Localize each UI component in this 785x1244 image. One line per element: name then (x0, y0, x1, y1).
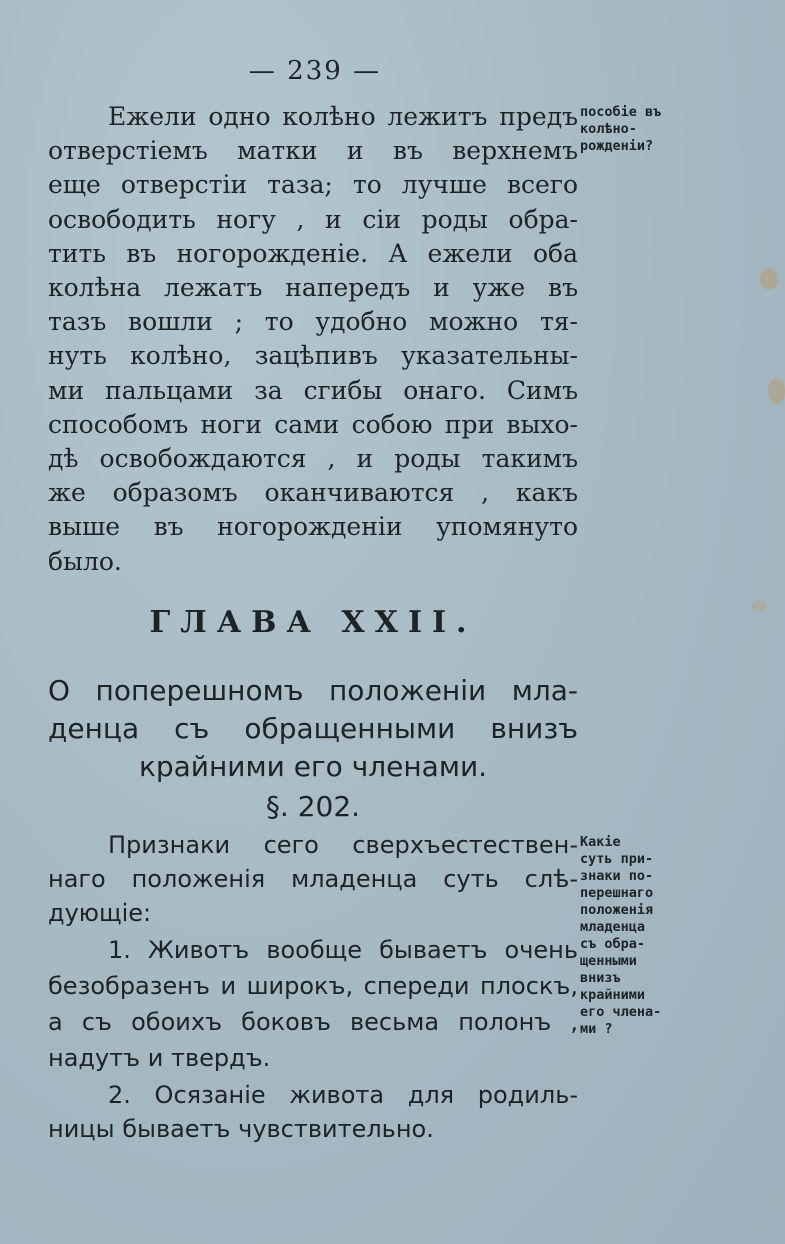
text-line: тить въ ногорожденіе. А ежели оба (48, 238, 578, 268)
text-line: дѣ освобождаются , и роды такимъ (48, 444, 578, 474)
margin-note-line: младенца (580, 919, 646, 935)
text-line: колѣна лежатъ напередъ и уже въ (48, 273, 578, 303)
text-line: надутъ и твердъ. (48, 1044, 271, 1072)
margin-note-line: Какіе (580, 834, 621, 850)
text-line: Ежели одно колѣно лежитъ предъ (108, 102, 578, 131)
margin-note-line: положенія (580, 902, 654, 918)
margin-note-line: крайними (580, 987, 646, 1003)
margin-note (580, 104, 705, 155)
margin-note-line: перешнаго (580, 885, 654, 901)
paragraph-knee-presentation (48, 100, 578, 579)
text-line: способомъ ноги сами собою при выхо- (48, 409, 578, 439)
text-line: еще отверстіи таза; то лучше всего (48, 170, 578, 200)
text-line: освободить ногу , и сіи роды обра- (48, 204, 578, 234)
chapter-title-line: крайними его членами. (138, 750, 488, 783)
text-line: нуть колѣно, зацѣпивъ указательны- (48, 341, 578, 371)
text-line: Признаки сего сверхъестествен- (108, 831, 578, 859)
text-line: отверстіемъ матки и въ верхнемъ (48, 136, 578, 166)
text-line: 2. Осязаніе живота для родиль- (108, 1081, 578, 1109)
text-line: было. (48, 546, 122, 576)
margin-note-line: ми ? (580, 1021, 613, 1037)
section-number: §. 202. (265, 790, 361, 823)
text-line: выше въ ногорожденіи упомянуто (48, 512, 578, 542)
paragraph-signs-intro (48, 828, 578, 930)
margin-note (580, 834, 705, 1038)
chapter-title-line: денца съ обращенными внизъ (48, 712, 578, 745)
text-line: безобразенъ и широкъ, спереди плоскъ, (48, 972, 578, 1000)
paragraph-sign-1 (48, 932, 578, 1076)
margin-note-line: колѣно- (580, 121, 637, 137)
paragraph-sign-2 (48, 1078, 578, 1146)
margin-note-line: знаки по- (580, 868, 654, 884)
text-line: а съ обоихъ боковъ весьма полонъ , (48, 1008, 578, 1036)
margin-note-line: съ обра- (580, 936, 646, 952)
margin-note-line: рожденіи? (580, 138, 654, 154)
margin-note-line: внизъ (580, 970, 621, 986)
margin-note-line: пособіе въ (580, 104, 662, 120)
paper-stain (768, 378, 785, 404)
text-line: дующіе: (48, 899, 152, 927)
text-line: 1. Животъ вообще бываетъ очень (108, 936, 578, 964)
paper-stain (760, 268, 778, 290)
text-line: ми пальцами за сгибы онаго. Симъ (48, 375, 578, 405)
text-line: ницы бываетъ чувствительно. (48, 1115, 434, 1143)
page-number: — 239 — (248, 56, 382, 86)
text-line: же образомъ оканчиваются , какъ (48, 478, 578, 508)
chapter-title-line: О поперешномъ положеніи мла- (48, 674, 578, 707)
text-line: тазъ вошли ; то удобно можно тя- (48, 307, 578, 337)
chapter-heading: ГЛАВА XXII. (149, 605, 477, 640)
chapter-title (48, 672, 578, 786)
margin-note-line: суть при- (580, 851, 654, 867)
margin-note-line: его члена- (580, 1004, 662, 1020)
paper-stain (752, 600, 766, 612)
margin-note-line: щенными (580, 953, 637, 969)
text-line: наго положенія младенца суть слѣ- (48, 865, 578, 893)
